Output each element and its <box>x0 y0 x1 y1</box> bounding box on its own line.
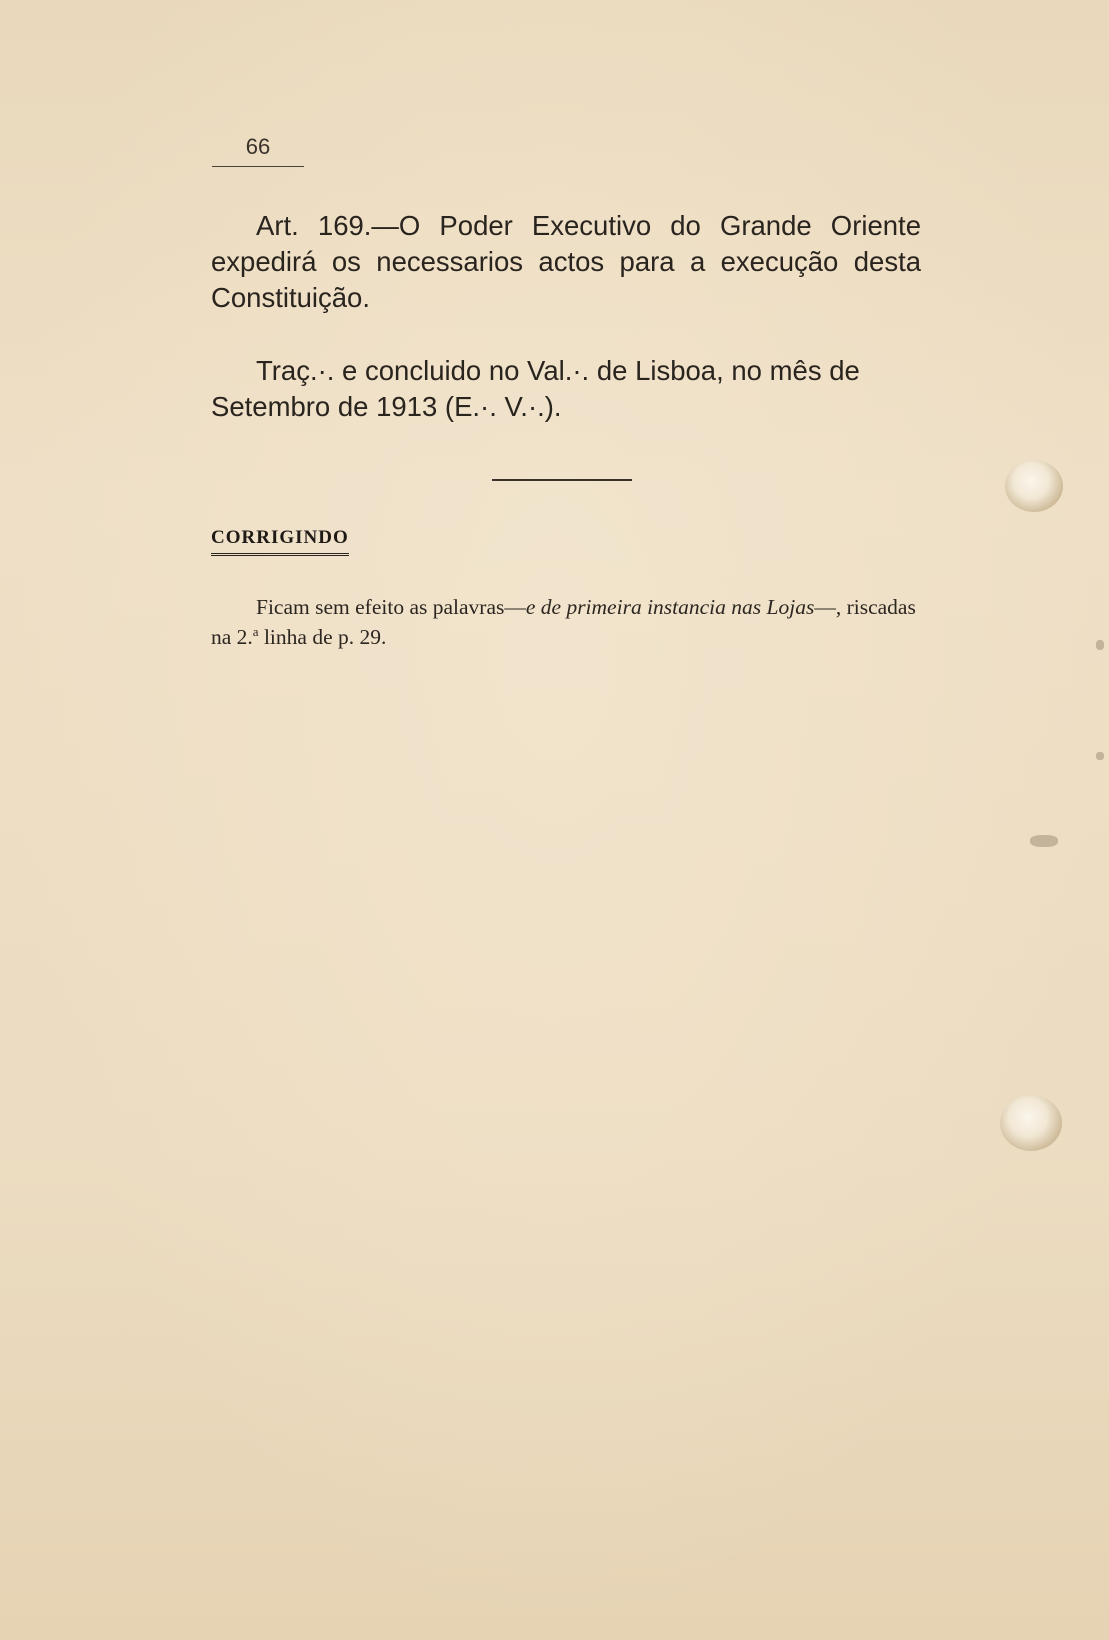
errata-intro: Ficam sem efeito as palavras <box>256 595 505 619</box>
closing-paragraph <box>211 353 921 425</box>
errata-superscript: a <box>252 623 259 639</box>
closing-line-2: Setembro de 1913 (E.·. V.·.). <box>211 391 562 422</box>
paper-blemish <box>1096 640 1104 650</box>
article-169 <box>211 208 921 316</box>
closing-line-1-text: Traç.·. e concluido no Val.·. de Lisboa, no mês de <box>256 355 860 386</box>
article-text: O Poder Executivo do Grande Oriente expedirá os necessarios actos para a execução desta Constituição. <box>211 210 921 313</box>
errata-tail-2: linha de p. 29. <box>258 625 387 649</box>
binding-hole-bottom <box>1000 1095 1062 1151</box>
article-label: Art. 169. <box>256 210 372 241</box>
errata-dash-2: — <box>814 595 836 619</box>
article-dash: — <box>371 210 399 241</box>
errata-italic-phrase: e de primeira instancia nas Lojas <box>525 595 815 619</box>
errata-dash-1: — <box>504 595 526 619</box>
errata-paragraph <box>211 592 921 652</box>
page-number: 66 <box>212 134 304 167</box>
corrigindo-heading: CORRIGINDO <box>211 527 349 556</box>
errata-tail-1: , riscadas na 2. <box>211 595 916 649</box>
closing-line-1 <box>211 353 921 389</box>
paper-blemish <box>1096 752 1104 760</box>
paper-blemish <box>1030 835 1058 847</box>
section-divider <box>492 479 632 481</box>
binding-hole-top <box>1005 460 1063 512</box>
